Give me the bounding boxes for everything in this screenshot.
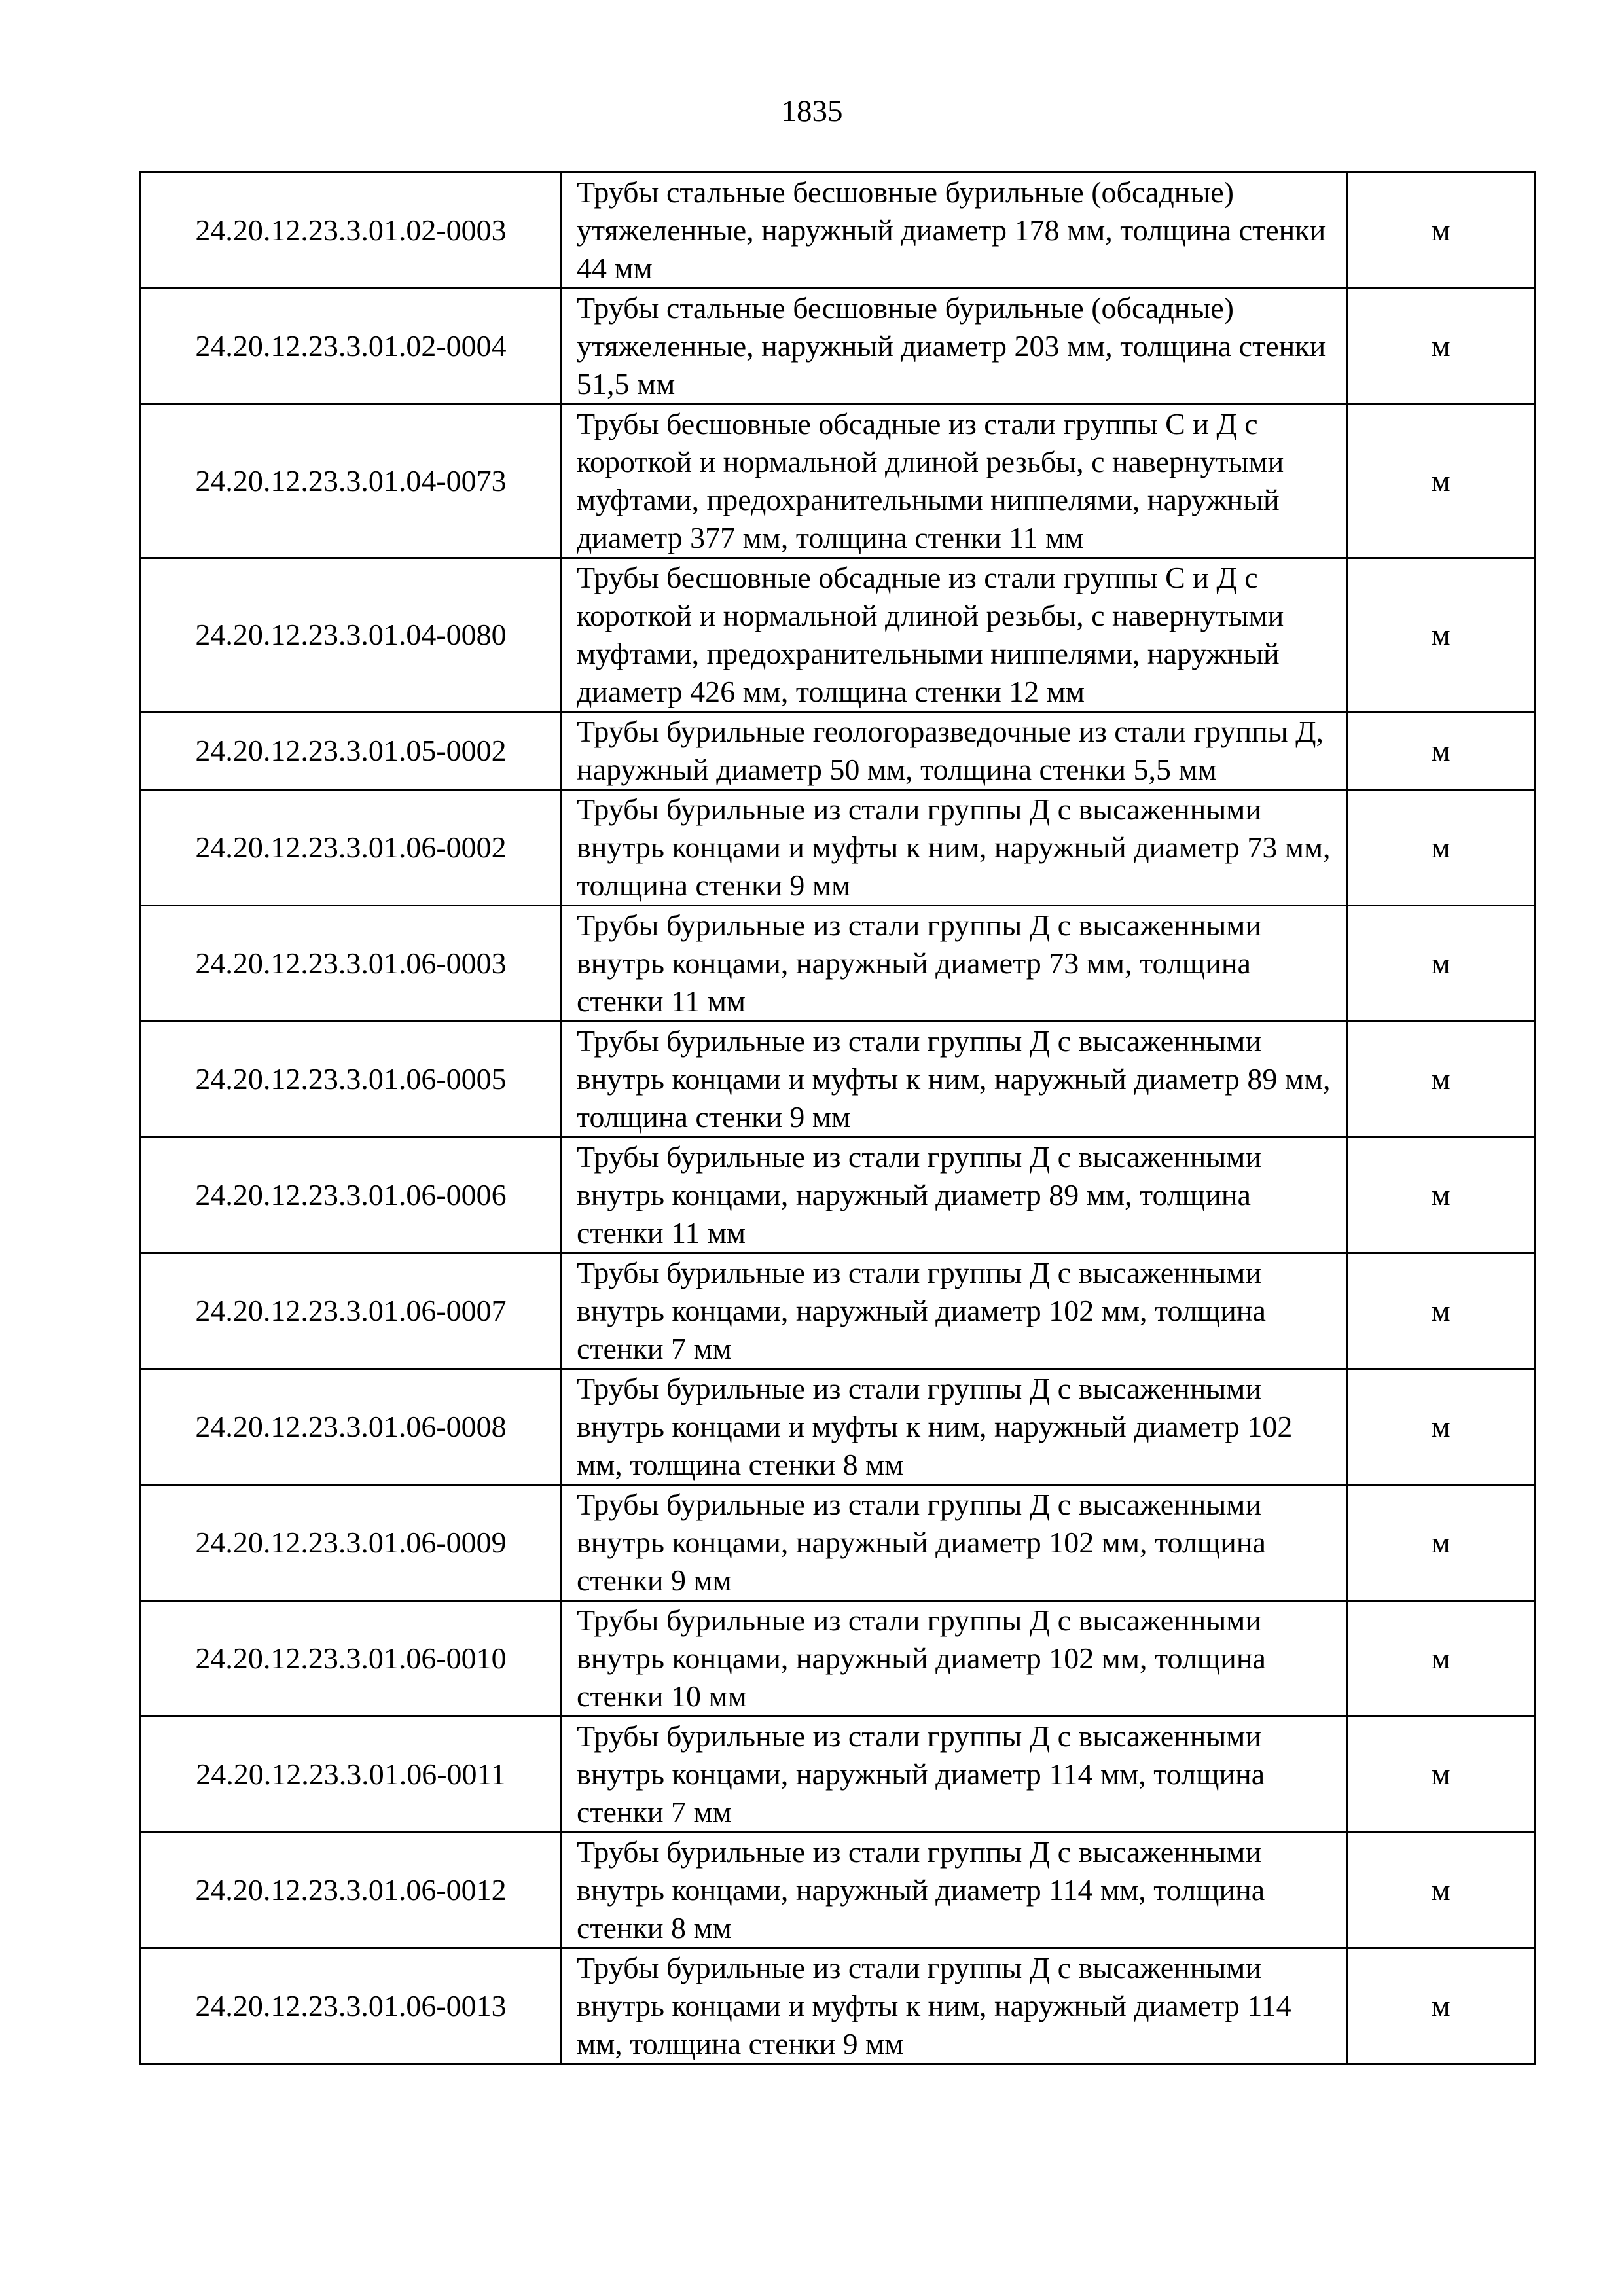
table-row: [141, 790, 1535, 906]
row-unit: м: [1347, 1022, 1535, 1138]
materials-table: [139, 171, 1536, 2065]
table-row: [141, 1485, 1535, 1601]
row-description: Трубы бурильные геологоразведочные из стали группы Д, наружный диаметр 50 мм, толщина стенки 5,5 мм: [562, 712, 1347, 790]
row-code: 24.20.12.23.3.01.02-0003: [141, 173, 562, 289]
table-row: [141, 404, 1535, 558]
row-description: Трубы стальные бесшовные бурильные (обсадные) утяжеленные, наружный диаметр 203 мм, толщина стенки 51,5 мм: [562, 289, 1347, 404]
row-code: 24.20.12.23.3.01.04-0073: [141, 404, 562, 558]
row-code: 24.20.12.23.3.01.02-0004: [141, 289, 562, 404]
row-description: Трубы бурильные из стали группы Д с высаженными внутрь концами и муфты к ним, наружный диаметр 102 мм, толщина стенки 8 мм: [562, 1369, 1347, 1485]
table-row: [141, 1253, 1535, 1369]
row-description: Трубы бурильные из стали группы Д с высаженными внутрь концами, наружный диаметр 114 мм, толщина стенки 7 мм: [562, 1717, 1347, 1833]
row-unit: м: [1347, 1138, 1535, 1253]
table-row: [141, 712, 1535, 790]
row-code: 24.20.12.23.3.01.06-0007: [141, 1253, 562, 1369]
row-description: Трубы бурильные из стали группы Д с высаженными внутрь концами, наружный диаметр 89 мм, толщина стенки 11 мм: [562, 1138, 1347, 1253]
row-unit: м: [1347, 173, 1535, 289]
row-unit: м: [1347, 906, 1535, 1022]
table-row: [141, 1369, 1535, 1485]
row-code: 24.20.12.23.3.01.06-0013: [141, 1948, 562, 2064]
row-unit: м: [1347, 1833, 1535, 1948]
row-unit: м: [1347, 1948, 1535, 2064]
row-unit: м: [1347, 558, 1535, 712]
row-code: 24.20.12.23.3.01.06-0009: [141, 1485, 562, 1601]
table-row: [141, 906, 1535, 1022]
table-row: [141, 1601, 1535, 1717]
table-row: [141, 289, 1535, 404]
table-row: [141, 1948, 1535, 2064]
row-unit: м: [1347, 1717, 1535, 1833]
table-row: [141, 1138, 1535, 1253]
row-description: Трубы бурильные из стали группы Д с высаженными внутрь концами, наружный диаметр 102 мм, толщина стенки 10 мм: [562, 1601, 1347, 1717]
table-row: [141, 558, 1535, 712]
row-unit: м: [1347, 1369, 1535, 1485]
row-description: Трубы стальные бесшовные бурильные (обсадные) утяжеленные, наружный диаметр 178 мм, толщина стенки 44 мм: [562, 173, 1347, 289]
row-description: Трубы бурильные из стали группы Д с высаженными внутрь концами и муфты к ним, наружный диаметр 73 мм, толщина стенки 9 мм: [562, 790, 1347, 906]
table-row: [141, 1022, 1535, 1138]
row-description: Трубы бурильные из стали группы Д с высаженными внутрь концами и муфты к ним, наружный диаметр 114 мм, толщина стенки 9 мм: [562, 1948, 1347, 2064]
row-code: 24.20.12.23.3.01.06-0002: [141, 790, 562, 906]
row-code: 24.20.12.23.3.01.06-0003: [141, 906, 562, 1022]
row-unit: м: [1347, 1253, 1535, 1369]
row-code: 24.20.12.23.3.01.06-0008: [141, 1369, 562, 1485]
row-code: 24.20.12.23.3.01.04-0080: [141, 558, 562, 712]
row-description: Трубы бесшовные обсадные из стали группы С и Д с короткой и нормальной длиной резьбы, с навернутыми муфтами, предохранительными ниппелями, наружный диаметр 377 мм, толщина стенки 11 мм: [562, 404, 1347, 558]
row-unit: м: [1347, 404, 1535, 558]
table-row: [141, 1717, 1535, 1833]
table-body: [141, 173, 1535, 2064]
row-code: 24.20.12.23.3.01.06-0011: [141, 1717, 562, 1833]
row-code: 24.20.12.23.3.01.06-0012: [141, 1833, 562, 1948]
row-code: 24.20.12.23.3.01.06-0006: [141, 1138, 562, 1253]
row-unit: м: [1347, 1485, 1535, 1601]
row-description: Трубы бесшовные обсадные из стали группы С и Д с короткой и нормальной длиной резьбы, с навернутыми муфтами, предохранительными ниппелями, наружный диаметр 426 мм, толщина стенки 12 мм: [562, 558, 1347, 712]
row-description: Трубы бурильные из стали группы Д с высаженными внутрь концами, наружный диаметр 73 мм, толщина стенки 11 мм: [562, 906, 1347, 1022]
row-unit: м: [1347, 790, 1535, 906]
row-description: Трубы бурильные из стали группы Д с высаженными внутрь концами, наружный диаметр 102 мм, толщина стенки 7 мм: [562, 1253, 1347, 1369]
row-unit: м: [1347, 1601, 1535, 1717]
page-number: 1835: [781, 94, 843, 128]
table-row: [141, 173, 1535, 289]
row-code: 24.20.12.23.3.01.06-0005: [141, 1022, 562, 1138]
row-unit: м: [1347, 289, 1535, 404]
row-code: 24.20.12.23.3.01.05-0002: [141, 712, 562, 790]
table-row: [141, 1833, 1535, 1948]
row-description: Трубы бурильные из стали группы Д с высаженными внутрь концами, наружный диаметр 114 мм, толщина стенки 8 мм: [562, 1833, 1347, 1948]
row-unit: м: [1347, 712, 1535, 790]
row-code: 24.20.12.23.3.01.06-0010: [141, 1601, 562, 1717]
row-description: Трубы бурильные из стали группы Д с высаженными внутрь концами, наружный диаметр 102 мм, толщина стенки 9 мм: [562, 1485, 1347, 1601]
row-description: Трубы бурильные из стали группы Д с высаженными внутрь концами и муфты к ним, наружный диаметр 89 мм, толщина стенки 9 мм: [562, 1022, 1347, 1138]
